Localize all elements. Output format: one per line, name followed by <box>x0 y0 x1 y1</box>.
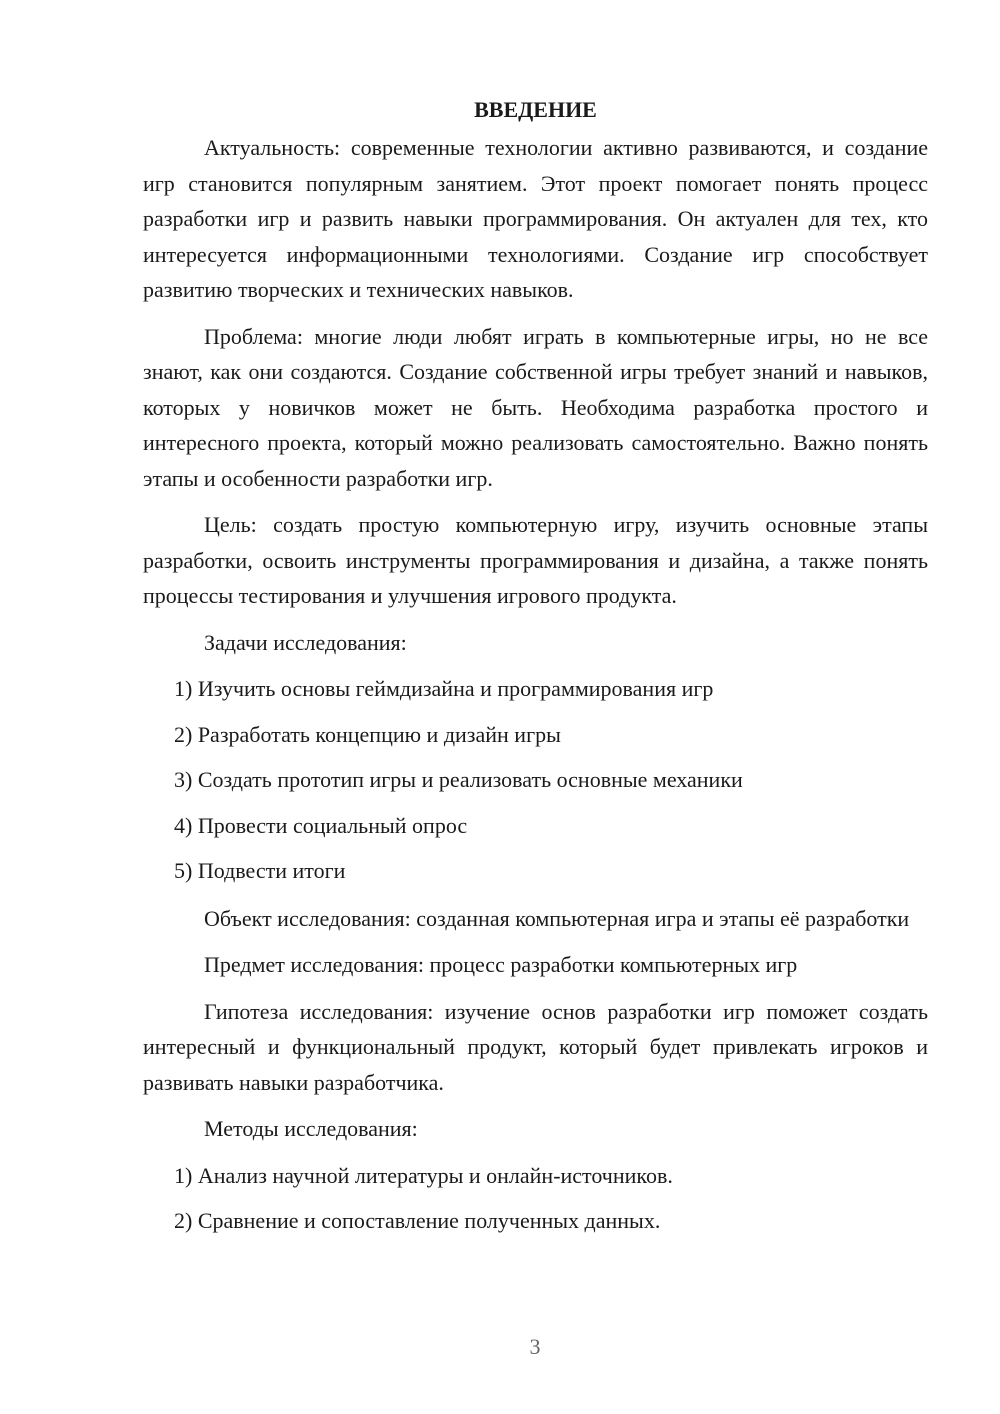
list-item: 2) Сравнение и сопоставление полученных данных. <box>174 1208 661 1233</box>
problem-paragraph: Проблема: многие люди любят играть в компьютерные игры, но не все знают, как они создаются. Создание собственной игры требует знаний и навыков, которых у новичков может не быть. Необходима разработка простого и интересного проекта, который можно реализовать самостоятельно. Важно понять этапы и особенности разработки игр. <box>143 323 928 491</box>
page-number: 3 <box>529 1334 541 1359</box>
list-item: 1) Анализ научной литературы и онлайн-источников. <box>174 1162 673 1188</box>
tasks-heading: Задачи исследования: <box>204 629 407 655</box>
subject-paragraph: Предмет исследования: процесс разработки компьютерных игр <box>204 952 798 977</box>
list-item: 1) Изучить основы геймдизайна и программирования игр <box>174 676 714 701</box>
page-content <box>143 92 928 1251</box>
list-item: 3) Создать прототип игры и реализовать основные механики <box>174 767 743 792</box>
list-item: 4) Провести социальный опрос <box>174 812 468 838</box>
relevance-paragraph: Актуальность: современные технологии активно развиваются, и создание игр становится популярным занятием. Этот проект помогает понять процесс разработки игр и развить навыки программирования. Он актуален для тех, кто интересуется информационными технологиями. Создание игр способствует развитию творческих и технических навыков. <box>143 135 928 302</box>
list-item: 2) Разработать концепцию и дизайн игры <box>174 721 561 747</box>
section-title: ВВЕДЕНИЕ <box>474 97 597 122</box>
methods-list <box>143 1158 928 1239</box>
object-paragraph: Объект исследования: созданная компьютерная игра и этапы её разработки <box>204 905 910 931</box>
methods-heading: Методы исследования: <box>204 1116 418 1141</box>
list-item: 5) Подвести итоги <box>174 858 346 883</box>
hypothesis-paragraph: Гипотеза исследования: изучение основ разработки игр поможет создать интересный и функциональный продукт, который будет привлекать игроков и развивать навыки разработчика. <box>143 998 928 1095</box>
goal-paragraph: Цель: создать простую компьютерную игру, изучить основные этапы разработки, освоить инструменты программирования и дизайна, а также понять процессы тестирования и улучшения игрового продукта. <box>143 512 928 608</box>
tasks-list <box>143 671 928 889</box>
